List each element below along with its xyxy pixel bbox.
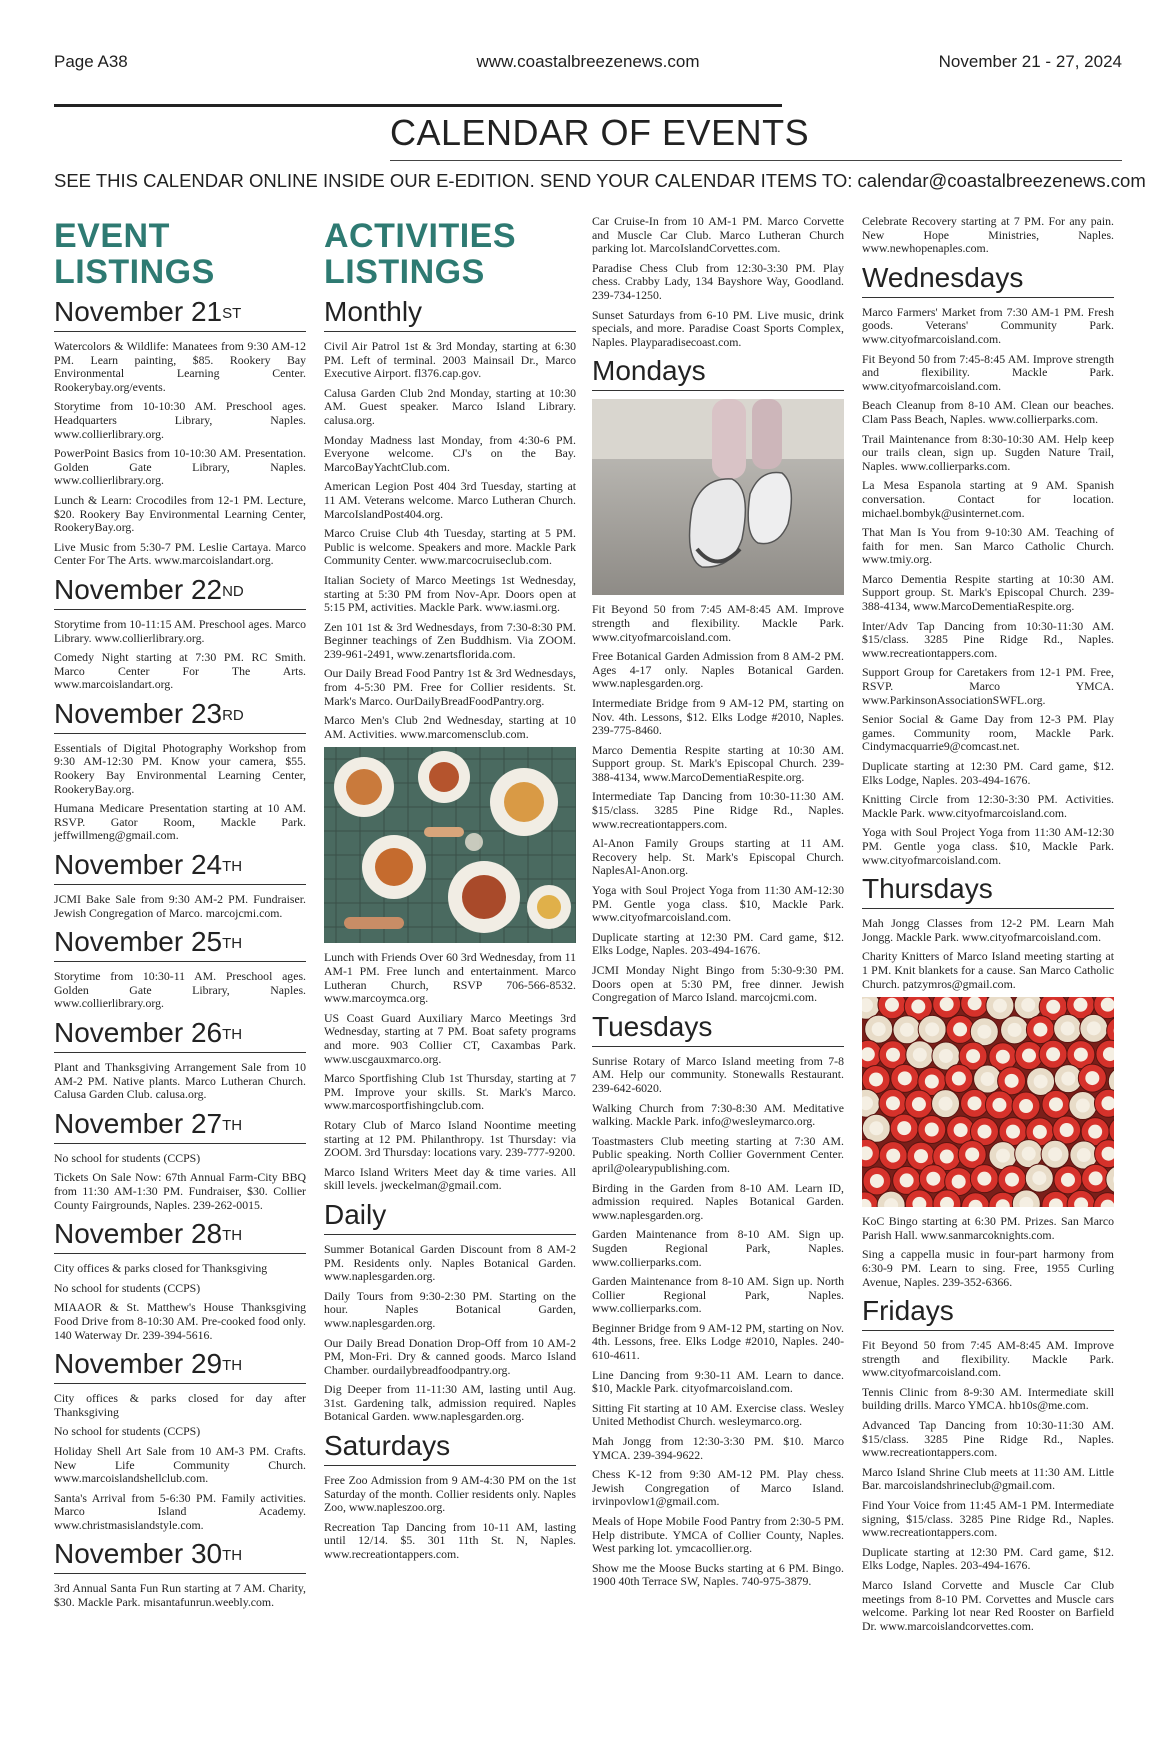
activity-item: Line Dancing from 9:30-11 AM. Learn to dance. $10, Mackle Park. cityofmarcoisland.com. xyxy=(592,1367,844,1396)
event-listings-heading xyxy=(54,218,306,290)
bingo-ball-center xyxy=(981,1072,995,1086)
title-rule xyxy=(390,160,1122,161)
bingo-ball-center xyxy=(1022,1049,1036,1063)
bingo-ball-center xyxy=(1006,1125,1020,1139)
section-mondays: Mondays xyxy=(592,355,844,391)
section-daily: Daily xyxy=(324,1199,576,1235)
activity-item: Garden Maintenance from 8-10 AM. Sign up. Sugden Regional Park, Naples. www.collierparks.com. xyxy=(592,1227,844,1269)
event-day-heading xyxy=(54,1538,306,1574)
bingo-ball-center xyxy=(925,1123,939,1137)
bingo-ball-center xyxy=(977,1025,991,1039)
bingo-ball-center xyxy=(1032,1171,1046,1185)
section-wednesdays: Wednesdays xyxy=(862,262,1114,298)
top-rule xyxy=(54,104,782,107)
activity-item: Sunset Saturdays from 6-10 PM. Live music, drink specials, and more. Paradise Coast Sports Complex, Naples. Playparadisecoast.com. xyxy=(592,307,844,349)
activity-item: Yoga with Soul Project Yoga from 11:30 AM-12:30 PM. Gentle yoga class. $10, Mackle Park. www.cityofmarcoisland.com. xyxy=(592,883,844,925)
bingo-ball-center xyxy=(1049,1097,1063,1111)
bingo-ball-center xyxy=(912,1097,926,1111)
event-item: No school for students (CCPS) xyxy=(54,1280,201,1295)
day-ordinal-suffix: TH xyxy=(222,935,243,953)
bingo-ball-center xyxy=(870,1174,884,1188)
activity-item: Marco Dementia Respite starting at 10:30 AM. Support group. St. Mark's Episcopal Church. 239-388-4134, www.MarcoDementiaRespite.org. xyxy=(592,742,844,784)
event-day-heading xyxy=(54,849,306,885)
activity-item: Sitting Fit starting at 10 AM. Exercise class. Wesley United Methodist Church. wesleymarco.org. xyxy=(592,1400,844,1429)
event-day-heading xyxy=(54,1218,306,1254)
activity-item: Yoga with Soul Project Yoga from 11:30 AM-12:30 PM. Gentle yoga class. $10, Mackle Park. www.cityofmarcoisland.com. xyxy=(862,825,1114,867)
activity-item: Civil Air Patrol 1st & 3rd Monday, starting at 6:30 PM. Left of terminal. 2003 Mainsail Dr., Marco Executive Airport. fl376.cap.gov. xyxy=(324,339,576,381)
food-table-photo xyxy=(324,747,576,943)
event-heading-line1: EVENT xyxy=(54,217,170,255)
bingo-ball-center xyxy=(993,999,1007,1013)
bingo-ball-center xyxy=(1077,1148,1091,1162)
event-heading-line2: LISTINGS xyxy=(54,253,215,291)
bingo-ball-center xyxy=(872,1022,886,1036)
activities-column-3 xyxy=(862,215,1114,1639)
bingo-ball-center xyxy=(1076,1099,1090,1113)
monthly-list xyxy=(324,340,576,741)
day-ordinal-suffix: TH xyxy=(222,1227,243,1245)
event-item: 3rd Annual Santa Fun Run starting at 7 AM. Charity, $30. Mackle Park. misantafunrun.weebly.com. xyxy=(54,1581,306,1610)
activity-item: Recreation Tap Dancing from 10-11 AM, lasting until 12/14. $5. 301 11th St. N, Naples. www.recreationtappers.com. xyxy=(324,1519,576,1562)
bingo-balls-photo xyxy=(862,997,1114,1207)
event-item: Santa's Arrival from 5-6:30 PM. Family activities. Marco Island Academy. www.christmasislandstyle.com. xyxy=(54,1490,306,1532)
bingo-ball-center xyxy=(940,997,954,1011)
activity-item: Marco Sportfishing Club 1st Thursday, starting at 7 PM. Improve your skills. St. Mark's Marco. www.marcosportfishingclub.com. xyxy=(324,1071,576,1113)
day-label: November 22 xyxy=(54,573,223,605)
activity-item: Italian Society of Marco Meetings 1st Wednesday, starting at 5:30 PM from Nov-Apr. Doors open at 5:15 PM, activities. Mackle Park. www.iasmi.org. xyxy=(324,572,576,615)
activity-item: Charity Knitters of Marco Island meeting starting at 1 PM. Knit blankets for a cause. San Marco Catholic Church. patzymros@gmail.com. xyxy=(862,949,1114,991)
bingo-ball-center xyxy=(954,1123,968,1137)
activity-item: Duplicate starting at 12:30 PM. Card game, $12. Elks Lodge, Naples. 203-494-1676. xyxy=(862,1544,1114,1573)
activity-item: Fit Beyond 50 from 7:45-8:45 AM. Improve strength and flexibility. Mackle Park. www.cityofmarcoisland.com. xyxy=(862,351,1114,393)
activity-item: Free Botanical Garden Admission from 8 AM-2 PM. Ages 4-17 only. Naples Botanical Garden. www.naplesgarden.org. xyxy=(592,649,844,691)
bingo-ball-center xyxy=(939,1097,953,1111)
bingo-ball-center xyxy=(926,1172,940,1186)
monthly-list-continued xyxy=(324,951,576,1193)
event-item: Plant and Thanksgiving Arrangement Sale from 10 AM-2 PM. Native plants. Marco Lutheran Church. Calusa Garden Club. calusa.org. xyxy=(54,1060,306,1102)
bingo-ball-center xyxy=(886,1149,900,1163)
activity-item: Our Daily Bread Donation Drop-Off from 10 AM-2 PM, Mon-Fri. Dry & canned goods. Marco Island Chamber. ourdailybreadfoodpantry.org. xyxy=(324,1335,576,1377)
bingo-ball-center xyxy=(1060,1123,1074,1137)
page-number: Page A38 xyxy=(54,52,128,71)
activities-heading-line2: LISTINGS xyxy=(324,253,485,291)
bingo-ball-center xyxy=(885,998,899,1012)
event-item: No school for students (CCPS) xyxy=(54,1424,201,1439)
activity-item: Toastmasters Club meeting starting at 7:30 AM. Public speaking. North Collier Government Center. april@olearypublishing.com. xyxy=(592,1133,844,1175)
day-ordinal-suffix: ST xyxy=(222,305,242,322)
event-item: City offices & parks closed for day after Thanksgiving xyxy=(54,1391,306,1419)
day-ordinal-suffix: TH xyxy=(222,1547,243,1565)
section-saturdays: Saturdays xyxy=(324,1430,576,1466)
bingo-ball-center xyxy=(996,1050,1010,1064)
activity-item: Birding in the Garden from 8-10 AM. Learn ID, admission required. Naples Botanical Garden. www.naplesgarden.org. xyxy=(592,1180,844,1222)
event-item: Holiday Shell Art Sale from 10 AM-3 PM. Crafts. New Life Community Church. www.marcoislandshellclub.com. xyxy=(54,1443,306,1486)
bingo-ball-center xyxy=(900,1174,914,1188)
bingo-ball-center xyxy=(939,1049,953,1063)
bingo-ball-center xyxy=(1005,1173,1019,1187)
thursdays-list xyxy=(862,917,1114,991)
bingo-ball-center xyxy=(1048,1147,1062,1161)
day-label: November 24 xyxy=(54,849,223,881)
activity-item: KoC Bingo starting at 6:30 PM. Prizes. San Marco Parish Hall. www.sanmarcoknights.com. xyxy=(862,1214,1114,1242)
event-listings-column xyxy=(54,218,306,1616)
event-item: PowerPoint Basics from 10-10:30 AM. Presentation. Golden Gate Library, Naples. www.collierlibrary.org. xyxy=(54,446,306,488)
activity-item: US Coast Guard Auxiliary Marco Meetings 3rd Wednesday, starting at 7 PM. Boat safety programs and more. 903 Collier CT, Caxambas Park. www.uscgauxmarco.org. xyxy=(324,1010,576,1066)
bingo-ball-center xyxy=(1073,998,1087,1012)
bingo-ball-center xyxy=(897,1121,911,1135)
event-day-heading xyxy=(54,1017,306,1053)
bingo-ball-center xyxy=(977,1172,991,1186)
bingo-ball-center xyxy=(913,1048,927,1062)
bingo-ball-center xyxy=(911,1000,925,1014)
activities-heading-line1: ACTIVITIES xyxy=(324,217,517,255)
activity-item: Duplicate starting at 12:30 PM. Card game, $12. Elks Lodge, Naples. 203-494-1676. xyxy=(862,759,1114,787)
activity-item: Garden Maintenance from 8-10 AM. Sign up. North Collier Regional Park, Naples. www.collierparks.com. xyxy=(592,1274,844,1316)
activity-item: Fit Beyond 50 from 7:45 AM-8:45 AM. Improve strength and flexibility. Mackle Park. www.cityofmarcoisland.com. xyxy=(592,602,844,644)
bingo-ball-center xyxy=(1005,1074,1019,1088)
event-day-heading xyxy=(54,296,306,332)
event-day-heading xyxy=(54,1348,306,1384)
issue-date: November 21 - 27, 2024 xyxy=(938,52,1122,71)
activity-item: Intermediate Tap Dancing from 10:30-11:30 AM. $15/class. 3285 Pine Ridge Rd., Naples. www.recreationtappers.com. xyxy=(592,789,844,831)
activity-item: Marco Men's Club 2nd Wednesday, starting at 10 AM. Activities. www.marcomensclub.com. xyxy=(324,713,576,741)
bingo-ball-center xyxy=(992,1098,1006,1112)
bingo-ball-center xyxy=(1088,1125,1102,1139)
event-day-heading xyxy=(54,698,306,734)
bingo-ball-center xyxy=(1022,1147,1036,1161)
saturdays-list xyxy=(324,1474,576,1562)
activity-item: La Mesa Espanola starting at 9 AM. Spanish conversation. Contact for location. michael.bombyk@usinternet.com. xyxy=(862,478,1114,520)
activity-item: Inter/Adv Tap Dancing from 10:30-11:30 AM. $15/class. 3285 Pine Ridge Rd., Naples. www.recreationtappers.com. xyxy=(862,618,1114,660)
activities-column-2 xyxy=(592,215,844,1595)
activity-item: Mah Jongg from 12:30-3:30 PM. $10. Marco YMCA. 239-394-9622. xyxy=(592,1434,844,1462)
day-ordinal-suffix: TH xyxy=(222,1357,243,1375)
bingo-ball-center xyxy=(1008,1023,1022,1037)
activity-item: Intermediate Bridge from 9 AM-12 PM, starting on Nov. 4th. Lessons, $12. Elks Lodge #2010, Naples. 239-775-8460. xyxy=(592,695,844,738)
bingo-ball-center xyxy=(1046,1047,1060,1061)
tuesdays-list xyxy=(592,1055,844,1589)
bingo-ball-center xyxy=(886,1048,900,1062)
walking-shoes-photo xyxy=(592,399,844,595)
section-fridays: Fridays xyxy=(862,1295,1114,1331)
activity-item: American Legion Post 404 3rd Tuesday, starting at 11 AM. Veterans welcome. Marco Lutheran Church. MarcoIslandPost404.org. xyxy=(324,479,576,521)
activity-item: Show me the Moose Bucks starting at 6 PM. Bingo. 1900 40th Terrace SW, Naples. 740-975-3879. xyxy=(592,1560,844,1589)
day-label: November 27 xyxy=(54,1107,223,1139)
event-item: Storytime from 10-11:15 AM. Preschool ages. Marco Library. www.collierlibrary.org. xyxy=(54,616,306,645)
activity-item: That Man Is You from 9-10:30 AM. Teaching of faith for men. San Marco Catholic Church. www.tmiy.org. xyxy=(862,525,1114,567)
event-item: City offices & parks closed for Thanksgiving xyxy=(54,1261,268,1276)
event-day-heading xyxy=(54,574,306,610)
bingo-ball-center xyxy=(925,1075,939,1089)
activity-item: Celebrate Recovery starting at 7 PM. For any pain. New Hope Ministries, Naples. www.newhopenaples.com. xyxy=(862,214,1114,256)
event-day-heading xyxy=(54,1108,306,1144)
bingo-ball-center xyxy=(967,1096,981,1110)
bingo-ball-center xyxy=(952,1072,966,1086)
bingo-ball-center xyxy=(1046,1000,1060,1014)
activity-item: Tennis Clinic from 8-9:30 AM. Intermediate skill building drills. Marco YMCA. hb10s@me.com. xyxy=(862,1384,1114,1413)
event-item: Watercolors & Wildlife: Manatees from 9:30 AM-12 PM. Learn painting, $85. Rookery Bay Environmental Learning Center. Rookerybay.org/events. xyxy=(54,339,306,394)
event-item: Storytime from 10:30-11 AM. Preschool ages. Golden Gate Library, Naples. www.collierlibrary.org. xyxy=(54,969,306,1011)
bingo-ball-center xyxy=(965,1148,979,1162)
event-item: Comedy Night starting at 7:30 PM. RC Smith. Marco Center For The Arts. www.marcoislandart.org. xyxy=(54,650,306,692)
bingo-ball-center xyxy=(1061,1022,1075,1036)
section-monthly: Monthly xyxy=(324,296,576,332)
activity-item: Duplicate starting at 12:30 PM. Card game, $12. Elks Lodge, Naples. 203-494-1676. xyxy=(592,929,844,958)
bingo-ball-center xyxy=(914,1149,928,1163)
tuesdays-list-continued xyxy=(862,215,1114,256)
bingo-ball-center xyxy=(1089,1172,1103,1186)
event-item: Live Music from 5:30-7 PM. Leslie Cartaya. Marco Center For The Arts. www.marcoislandart.org. xyxy=(54,539,306,568)
activity-item: Advanced Tap Dancing from 10:30-11:30 AM. $15/class. 3285 Pine Ridge Rd., Naples. www.recreationtappers.com. xyxy=(862,1418,1114,1460)
section-thursdays: Thursdays xyxy=(862,873,1114,909)
activity-item: Sing a cappella music in four-part harmony from 6:30-9 PM. Learn to sing. Free, 1955 Curling Avenue, Naples. 239-352-6366. xyxy=(862,1247,1114,1289)
activity-item: Marco Island Corvette and Muscle Car Club meetings from 8-10 PM. Corvettes and Muscle cars welcome. Parking lot near Red Rooster on Barfield Dr. www.marcoislandcorvettes.com. xyxy=(862,1578,1114,1633)
daily-list xyxy=(324,1243,576,1424)
bingo-ball-center xyxy=(940,1150,954,1164)
activity-item: Paradise Chess Club from 12:30-3:30 PM. Play chess. Crabby Lady, 134 Bayshore Way, Goodland. 239-734-1250. xyxy=(592,260,844,302)
activity-item: Senior Social & Game Day from 12-3 PM. Play games. Community room, Mackle Park. Cindymacquarrie9@comcast.net. xyxy=(862,712,1114,754)
day-ordinal-suffix: TH xyxy=(222,858,243,876)
bingo-ball-center xyxy=(925,1022,939,1036)
bingo-ball-center xyxy=(996,1149,1010,1163)
section-tuesdays: Tuesdays xyxy=(592,1011,844,1047)
bingo-ball-center xyxy=(900,1023,914,1037)
day-ordinal-suffix: RD xyxy=(222,706,244,724)
event-item: Lunch & Learn: Crocodiles from 12-1 PM. Lecture, $20. Rookery Bay Environmental Learning Center, RookeryBay.org. xyxy=(54,492,306,535)
activity-item: Summer Botanical Garden Discount from 8 AM-2 PM. Residents only. Naples Botanical Garden. www.naplesgarden.org. xyxy=(324,1241,576,1284)
activity-item: Marco Dementia Respite starting at 10:30 AM. Support group. St. Mark's Episcopal Church. 239-388-4134, www.MarcoDementiaRespite.org. xyxy=(862,571,1114,614)
activity-item: Car Cruise-In from 10 AM-1 PM. Marco Corvette and Muscle Car Club. Marco Lutheran Church parking lot. MarcoIslandCorvettes.com. xyxy=(592,214,844,256)
activity-item: Beach Cleanup from 8-10 AM. Clean our beaches. Clam Pass Beach, Naples. www.collierparks.com. xyxy=(862,398,1114,426)
activity-item: Dig Deeper from 11-11:30 AM, lasting until Aug. 31st. Gardening talk, admission required. Naples Botanical Garden. www.naplesgarden.org. xyxy=(324,1382,576,1424)
bingo-ball-center xyxy=(886,1096,900,1110)
bingo-ball-center xyxy=(898,1071,912,1085)
activity-item: JCMI Monday Night Bingo from 5:30-9:30 PM. Doors open at 5:30 PM, free dinner. Jewish Congregation of Marco Island. marcojcmi.com. xyxy=(592,963,844,1005)
activity-item: Al-Anon Family Groups starting at 11 AM. Recovery help. St. Mark's Episcopal Church. NaplesAl-Anon.org. xyxy=(592,836,844,878)
activity-item: Mah Jongg Classes from 12-2 PM. Learn Mah Jongg. Mackle Park. www.cityofmarcoisland.com. xyxy=(862,916,1114,944)
bingo-ball-center xyxy=(1085,1071,1099,1085)
event-item: Essentials of Digital Photography Workshop from 9:30 AM-12:30 PM. Know your camera, $55. Rookery Bay Environmental Learning Center, RookeryBay.org. xyxy=(54,740,306,796)
event-item: Humana Medicare Presentation starting at 10 AM. RSVP. Gator Room, Mackle Park. jeffwillmeng@gmail.com. xyxy=(54,801,306,843)
bingo-ball-center xyxy=(1033,1023,1047,1037)
bingo-ball-center xyxy=(1087,1021,1101,1035)
activity-item: Support Group for Caretakers from 12-1 PM. Free, RSVP. Marco YMCA. www.ParkinsonAssociationSWFL.org. xyxy=(862,665,1114,707)
bingo-ball-center xyxy=(1061,1072,1075,1086)
activity-item: Fit Beyond 50 from 7:45 AM-8:45 AM. Improve strength and flexibility. Mackle Park. www.cityofmarcoisland.com. xyxy=(862,1338,1114,1380)
event-item: Storytime from 10-10:30 AM. Preschool ages. Headquarters Library, Naples. www.collierlibrary.org. xyxy=(54,399,306,441)
activity-item: Lunch with Friends Over 60 3rd Wednesday, from 11 AM-1 PM. Free lunch and entertainment. Marco Lutheran Church, RSVP 706-566-8532. www.marcoymca.org. xyxy=(324,950,576,1006)
activity-item: Monday Madness last Monday, from 4:30-6 PM. Everyone welcome. CJ's on the Bay. MarcoBayYachtClub.com. xyxy=(324,432,576,474)
bingo-ball-center xyxy=(953,1023,967,1037)
wednesdays-list xyxy=(862,306,1114,867)
activity-item: Trail Maintenance from 8:30-10:30 AM. Help keep our trails clean, sign up. Sugden Nature Trail, Naples. www.collierparks.com. xyxy=(862,431,1114,473)
bingo-ball-center xyxy=(1061,1173,1075,1187)
event-item: Tickets On Sale Now: 67th Annual Farm-City BBQ from 11:30 AM-1:30 PM. Fundraiser, $30. Collier County Fairgrounds, Naples. 239-262-0015. xyxy=(54,1170,306,1212)
event-item: No school for students (CCPS) xyxy=(54,1150,201,1165)
activity-item: Chess K-12 from 9:30 AM-12 PM. Play chess. Jewish Congregation of Marco Island. irvinpovlow1@gmail.com. xyxy=(592,1467,844,1509)
fridays-list xyxy=(862,1339,1114,1633)
submission-line: SEE THIS CALENDAR ONLINE INSIDE OUR E-EDITION. SEND YOUR CALENDAR ITEMS TO: calendar@coastalbreezenews.com xyxy=(54,170,1146,191)
activity-item: Walking Church from 7:30-8:30 AM. Meditative walking. Mackle Park. info@wesleymarco.org. xyxy=(592,1100,844,1129)
activity-item: Our Daily Bread Food Pantry 1st & 3rd Wednesdays, from 4-5:30 PM. Free for Collier residents. St. Mark's Marco. OurDailyBreadFoodPantry.org. xyxy=(324,666,576,708)
activity-item: Marco Cruise Club 4th Tuesday, starting at 5 PM. Public is welcome. Speakers and more. Mackle Park Community Center. www.marcocruiseclub.com. xyxy=(324,526,576,568)
event-item: MIAAOR & St. Matthew's House Thanksgiving Food Drive from 8-10:30 AM. Pre-cooked food only. 140 Waterway Dr. 239-394-5616. xyxy=(54,1300,306,1342)
page-header xyxy=(54,52,1122,76)
activity-item: Sunrise Rotary of Marco Island meeting from 7-8 AM. Help our community. Stonewalls Restaurant. 239-642-6020. xyxy=(592,1053,844,1095)
activities-listings-heading xyxy=(324,218,576,290)
activity-item: Marco Farmers' Market from 7:30 AM-1 PM. Fresh goods. Veterans' Community Park. www.cityofmarcoisland.com. xyxy=(862,304,1114,346)
bingo-ball-center xyxy=(1033,1125,1047,1139)
site-url[interactable]: www.coastalbreezenews.com xyxy=(476,52,700,71)
mondays-list xyxy=(592,603,844,1004)
activity-item: Calusa Garden Club 2nd Monday, starting at 10:30 AM. Guest speaker. Marco Island Library. calusa.org. xyxy=(324,385,576,427)
bingo-ball-center xyxy=(869,1121,883,1135)
activity-item: Marco Island Shrine Club meets at 11:30 AM. Little Bar. marcoislandshrineclub@gmail.com. xyxy=(862,1464,1114,1493)
bingo-ball-center xyxy=(869,1073,883,1087)
bingo-ball-center xyxy=(952,1175,966,1189)
activity-item: Rotary Club of Marco Island Noontime meeting starting at 12 PM. Philanthropy. 1st Thursday: via ZOOM. 3rd Thursday: locations vary. 239-777-9200. xyxy=(324,1117,576,1160)
thursdays-list-continued xyxy=(862,1215,1114,1289)
bingo-ball-center xyxy=(977,1125,991,1139)
activity-item: Find Your Voice from 11:45 AM-1 PM. Intermediate signing, $15/class. 3285 Pine Ridge Rd., Naples. www.recreationtappers.com. xyxy=(862,1498,1114,1540)
saturdays-list-continued xyxy=(592,215,844,349)
day-label: November 25 xyxy=(54,926,223,958)
page-title: CALENDAR OF EVENTS xyxy=(390,112,810,153)
event-day-list xyxy=(54,296,306,1610)
event-day-heading xyxy=(54,926,306,962)
activity-item: Knitting Circle from 12:30-3:30 PM. Activities. Mackle Park. www.cityofmarcoisland.com. xyxy=(862,792,1114,820)
day-label: November 29 xyxy=(54,1348,223,1380)
activity-item: Marco Island Writers Meet day & time varies. All skill levels. jweckelman@gmail.com. xyxy=(324,1164,576,1193)
bingo-ball-center xyxy=(1019,1099,1033,1113)
bingo-ball-center xyxy=(1021,998,1035,1012)
activity-item: Zen 101 1st & 3rd Wednesdays, from 7:30-8:30 PM. Beginner teachings of Zen Buddhism. Via ZOOM. 239-961-2491, www.zenartsflorida.com. xyxy=(324,619,576,661)
day-label: November 30 xyxy=(54,1538,223,1570)
day-label: November 26 xyxy=(54,1017,223,1048)
day-label: November 21 xyxy=(54,296,223,327)
activity-item: Daily Tours from 9:30-2:30 PM. Starting on the hour. Naples Botanical Garden, www.naplesgarden.org. xyxy=(324,1288,576,1330)
bingo-ball-center xyxy=(1034,1075,1048,1089)
day-ordinal-suffix: TH xyxy=(222,1026,243,1043)
bingo-ball-center xyxy=(1074,1048,1088,1062)
activity-item: Beginner Bridge from 9 AM-12 PM, starting on Nov. 4th. Lessons, free. Elks Lodge #2010, Naples. 240-610-4611. xyxy=(592,1320,844,1363)
activity-item: Meals of Hope Mobile Food Pantry from 2:30-5 PM. Help distribute. YMCA of Collier County, Naples. West parking lot. ymcacollier.org. xyxy=(592,1514,844,1556)
day-label: November 23 xyxy=(54,697,223,729)
activity-item: Free Zoo Admission from 9 AM-4:30 PM on the 1st Saturday of the month. Collier residents only. Naples Zoo, www.napleszoo.org. xyxy=(324,1473,576,1515)
event-item: JCMI Bake Sale from 9:30 AM-2 PM. Fundraiser. Jewish Congregation of Marco. marcojcmi.com. xyxy=(54,892,306,920)
day-ordinal-suffix: ND xyxy=(222,582,244,600)
activities-column-1 xyxy=(324,218,576,1568)
day-label: November 28 xyxy=(54,1218,223,1250)
day-ordinal-suffix: TH xyxy=(222,1116,243,1134)
bingo-ball-center xyxy=(966,1049,980,1063)
